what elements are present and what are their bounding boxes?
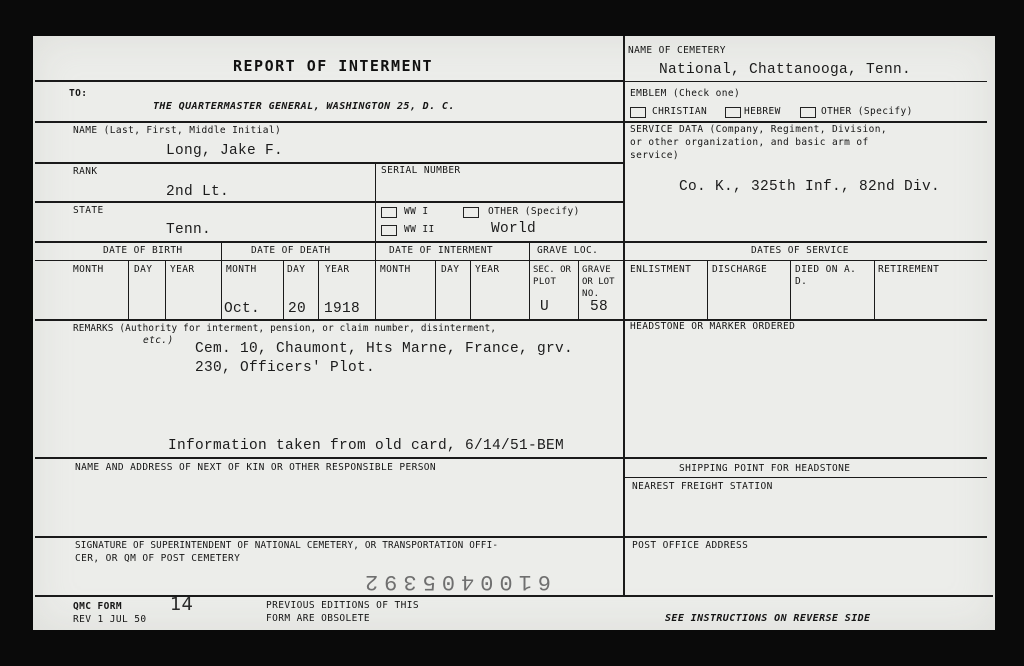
dob-year-label: YEAR — [170, 264, 195, 275]
dob-day-label: DAY — [134, 264, 153, 275]
service-data-label-3: service) — [630, 150, 679, 161]
war-other-label: OTHER (Specify) — [488, 206, 580, 217]
grave-label-1: GRAVE — [582, 265, 612, 275]
rule-date-headers — [35, 260, 987, 261]
headstone-label: HEADSTONE OR MARKER ORDERED — [630, 321, 796, 332]
remarks-line-3: Information taken from old card, 6/14/51-BEM — [168, 438, 565, 454]
rule-kin — [35, 536, 987, 538]
rule-doi-day-left — [435, 260, 436, 319]
other-emblem-checkbox[interactable] — [800, 107, 816, 118]
hebrew-checkbox[interactable] — [725, 107, 741, 118]
kin-label: NAME AND ADDRESS OF NEXT OF KIN OR OTHER RESPONSIBLE PERSON — [75, 462, 437, 473]
stamped-number: 6100405392 — [359, 569, 552, 594]
dod-day-label: DAY — [287, 264, 306, 275]
remarks-line-2: 230, Officers' Plot. — [195, 360, 376, 376]
signature-label-1: SIGNATURE OF SUPERINTENDENT OF NATIONAL CEMETERY, OR TRANSPORTATION OFFI- — [75, 540, 499, 551]
form-title: REPORT OF INTERMENT — [233, 57, 434, 75]
rule-cemetery — [625, 81, 987, 82]
qmc-form-label: QMC FORM — [73, 601, 122, 612]
doi-year-label: YEAR — [475, 264, 500, 275]
rule-shipping — [625, 477, 987, 478]
instructions-label: SEE INSTRUCTIONS ON REVERSE SIDE — [665, 613, 871, 624]
emblem-label: EMBLEM (Check one) — [630, 88, 741, 99]
freight-label: NEAREST FREIGHT STATION — [632, 481, 773, 492]
rule-remarks — [35, 457, 987, 459]
rule-dod-day-right — [318, 260, 319, 319]
rule-dob-day-right — [165, 260, 166, 319]
sec-value: U — [540, 299, 550, 315]
ww2-label: WW II — [404, 224, 435, 235]
remarks-label-1: REMARKS (Authority for interment, pension, or claim number, disinterment, — [73, 323, 497, 334]
service-data-value: Co. K., 325th Inf., 82nd Div. — [679, 179, 941, 195]
other-emblem-label: OTHER (Specify) — [821, 106, 913, 117]
rule-dod-day-left — [283, 260, 284, 319]
death-day-value: 20 — [288, 301, 307, 317]
service-dates-header: DATES OF SERVICE — [751, 245, 849, 256]
cemetery-label: NAME OF CEMETERY — [628, 45, 726, 56]
doi-month-label: MONTH — [380, 264, 411, 275]
died-label-2: D. — [795, 276, 808, 287]
doi-header: DATE OF INTERMENT — [389, 245, 494, 256]
christian-label: CHRISTIAN — [652, 106, 708, 117]
rule-service-3 — [874, 260, 875, 319]
death-month-value: Oct. — [224, 301, 261, 317]
remarks-label-2: etc.) — [143, 335, 174, 346]
rank-value: 2nd Lt. — [166, 184, 230, 200]
rule-main-divider — [623, 36, 625, 596]
to-label: TO: — [69, 88, 88, 99]
rule-dates — [35, 319, 987, 321]
rule-grave-sec — [578, 260, 579, 319]
dob-month-label: MONTH — [73, 264, 104, 275]
previous-editions-2: FORM ARE OBSOLETE — [266, 613, 371, 624]
enlistment-label: ENLISTMENT — [630, 264, 692, 275]
rule-name — [35, 162, 625, 164]
sec-label-1: SEC. OR — [533, 265, 571, 275]
cemetery-value: National, Chattanooga, Tenn. — [659, 62, 912, 78]
rule-service-1 — [707, 260, 708, 319]
died-label-1: DIED ON A. — [795, 264, 857, 275]
dob-header: DATE OF BIRTH — [103, 245, 183, 256]
christian-checkbox[interactable] — [630, 107, 646, 118]
war-value: World — [491, 221, 537, 237]
state-label: STATE — [73, 205, 104, 216]
dod-year-label: YEAR — [325, 264, 350, 275]
post-office-label: POST OFFICE ADDRESS — [632, 540, 749, 551]
name-value: Long, Jake F. — [166, 143, 284, 159]
service-data-label-2: or other organization, and basic arm of — [630, 137, 869, 148]
rev-label: REV 1 JUL 50 — [73, 614, 147, 625]
discharge-label: DISCHARGE — [712, 264, 768, 275]
previous-editions-1: PREVIOUS EDITIONS OF THIS — [266, 600, 419, 611]
rule-state — [35, 241, 987, 243]
ww1-checkbox[interactable] — [381, 207, 397, 218]
grave-value: 58 — [590, 299, 609, 315]
grave-label-3: NO. — [582, 289, 600, 299]
rule-rank — [35, 201, 625, 203]
serial-label: SERIAL NUMBER — [381, 165, 461, 176]
rule-service-2 — [790, 260, 791, 319]
hebrew-label: HEBREW — [744, 106, 781, 117]
rule-serial-divider — [375, 162, 376, 320]
rank-label: RANK — [73, 166, 98, 177]
service-data-label-1: SERVICE DATA (Company, Regiment, Division, — [630, 124, 888, 135]
rule-to — [35, 121, 987, 123]
state-value: Tenn. — [166, 222, 212, 238]
death-year-value: 1918 — [324, 301, 361, 317]
rule-title — [35, 80, 625, 82]
grave-header: GRAVE LOC. — [537, 245, 599, 256]
sec-label-2: PLOT — [533, 277, 557, 287]
rule-dob-divider — [221, 241, 222, 319]
remarks-line-1: Cem. 10, Chaumont, Hts Marne, France, grv. — [195, 341, 574, 357]
ww1-label: WW I — [404, 206, 429, 217]
retirement-label: RETIREMENT — [878, 264, 940, 275]
rule-dob-day-left — [128, 260, 129, 319]
rule-doi-day-right — [470, 260, 471, 319]
shipping-label: SHIPPING POINT FOR HEADSTONE — [679, 463, 851, 474]
rule-grave-divider — [529, 241, 530, 319]
dod-month-label: MONTH — [226, 264, 257, 275]
signature-label-2: CER, OR QM OF POST CEMETERY — [75, 553, 241, 564]
form-number: 14 — [170, 594, 193, 615]
war-other-checkbox[interactable] — [463, 207, 479, 218]
dod-header: DATE OF DEATH — [251, 245, 331, 256]
to-value: THE QUARTERMASTER GENERAL, WASHINGTON 25, D. C. — [153, 101, 455, 112]
ww2-checkbox[interactable] — [381, 225, 397, 236]
name-label: NAME (Last, First, Middle Initial) — [73, 125, 282, 136]
doi-day-label: DAY — [441, 264, 460, 275]
interment-card — [33, 36, 995, 630]
grave-label-2: OR LOT — [582, 277, 615, 287]
